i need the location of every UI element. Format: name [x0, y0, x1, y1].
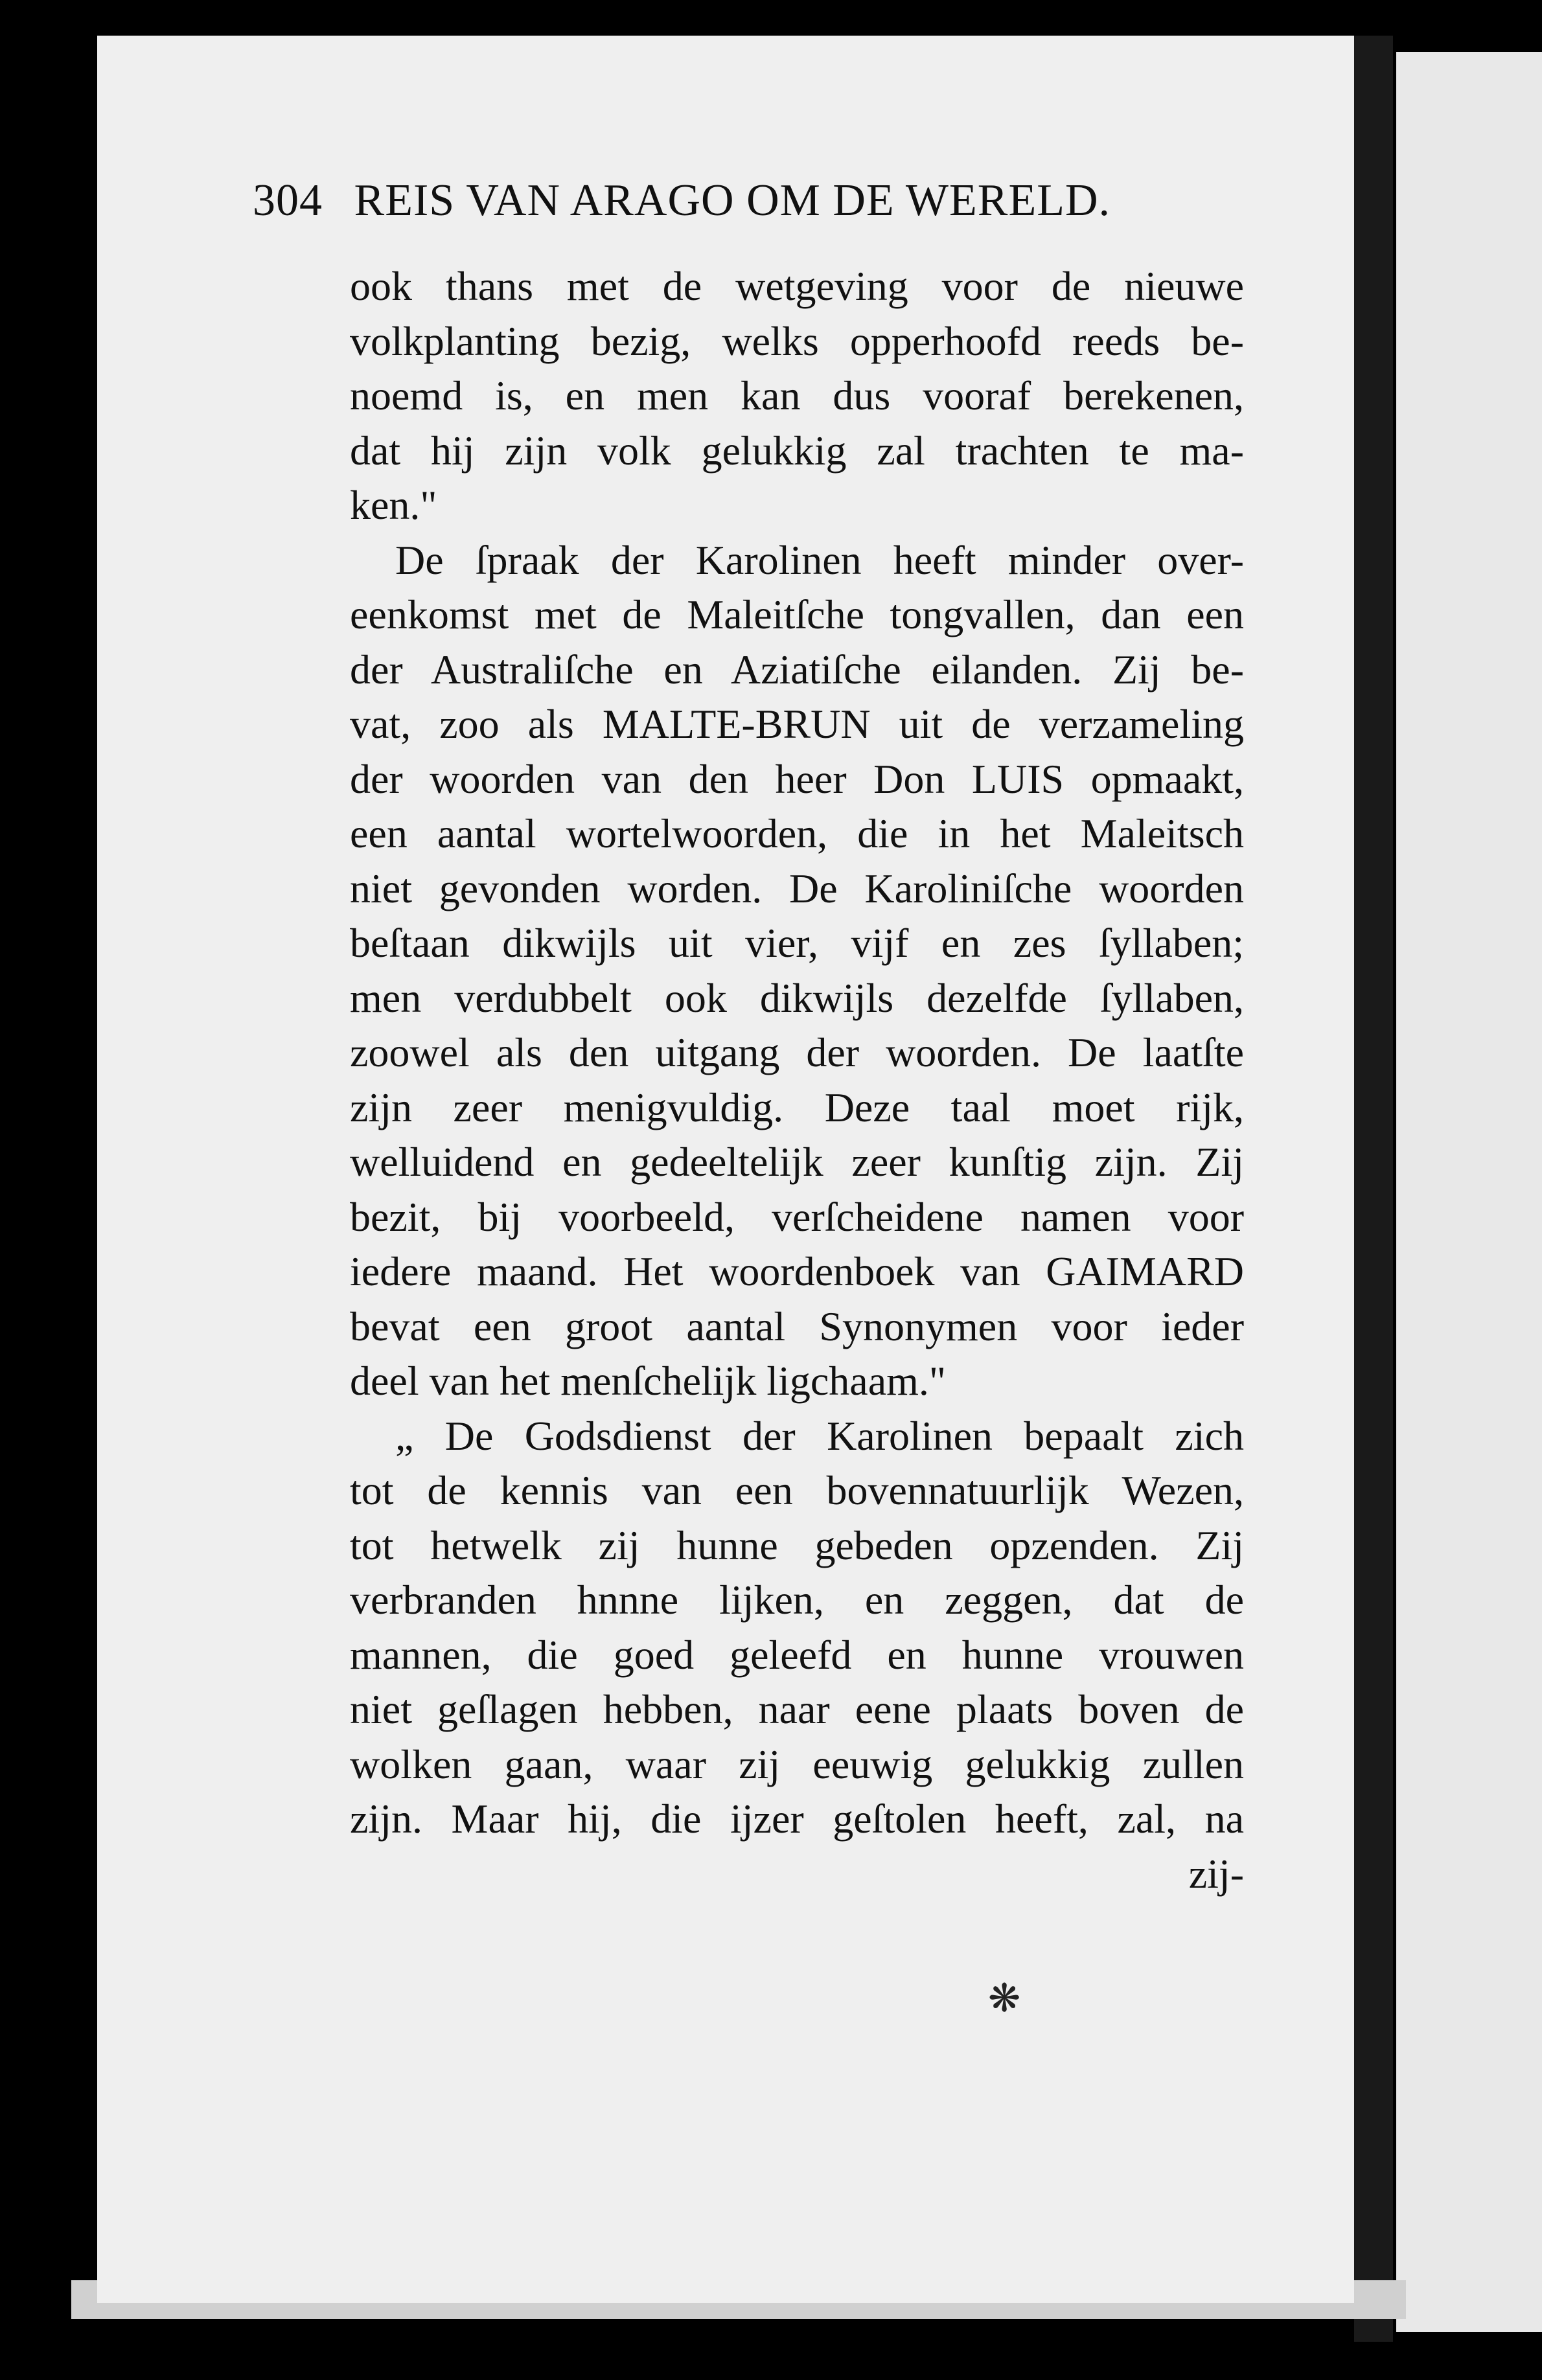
running-header	[253, 175, 1237, 227]
text-line: volkplanting bezig, welks opperhoofd reeds be-	[350, 317, 1244, 364]
page-number: 304	[253, 176, 323, 225]
text-line: „ De Godsdienst der Karolinen bepaalt zich	[395, 1412, 1244, 1459]
text-line: dat hij zijn volk gelukkig zal trachten te ma-	[350, 427, 1244, 474]
text-line: tot de kennis van een bovennatuurlijk Wezen,	[350, 1467, 1244, 1513]
text-line: niet gevonden worden. De Karoliniſche woorden	[350, 865, 1244, 911]
text-line: zijn zeer menigvuldig. Deze taal moet rijk,	[350, 1084, 1244, 1130]
text-line: noemd is, en men kan dus vooraf berekenen,	[350, 372, 1244, 418]
page-body	[350, 259, 1244, 1901]
text-line: zoowel als den uitgang der woorden. De laatſte	[350, 1029, 1244, 1075]
text-line: verbranden hnnne lijken, en zeggen, dat de	[350, 1577, 1244, 1623]
text-line: welluidend en gedeeltelijk zeer kunſtig zijn. Zij	[350, 1139, 1244, 1185]
text-line: tot hetwelk zij hunne gebeden opzenden. Zij	[350, 1522, 1244, 1568]
text-line: mannen, die goed geleefd en hunne vrouwen	[350, 1631, 1244, 1678]
text-line: der woorden van den heer Don LUIS opmaakt,	[350, 755, 1244, 802]
text-line: deel van het menſchelijk ligchaam."	[350, 1358, 946, 1404]
text-line: eenkomst met de Maleitſche tongvallen, dan een	[350, 591, 1244, 637]
facing-page-edge	[1396, 52, 1542, 2332]
text-line: wolken gaan, waar zij eeuwig gelukkig zullen	[350, 1741, 1244, 1787]
text-line: De ſpraak der Karolinen heeft minder over-	[395, 536, 1244, 583]
page-gutter-shadow	[1354, 36, 1393, 2342]
text-line: ken."	[350, 482, 437, 528]
text-line: men verdubbelt ook dikwijls dezelfde ſyllaben,	[350, 974, 1244, 1021]
text-line: beſtaan dikwijls uit vier, vijf en zes ſyllaben;	[350, 920, 1244, 966]
text-line: niet geſlagen hebben, naar eene plaats boven de	[350, 1686, 1244, 1732]
text-line: der Australiſche en Aziatiſche eilanden. Zij be-	[350, 646, 1244, 692]
text-line: bezit, bij voorbeeld, verſcheidene namen voor	[350, 1193, 1244, 1240]
ink-blot-mark: ❋	[988, 1977, 1021, 2020]
text-line: iedere maand. Het woordenboek van GAIMARD	[350, 1248, 1244, 1294]
text-line: vat, zoo als MALTE-BRUN uit de verzameling	[350, 701, 1244, 747]
text-line: ook thans met de wetgeving voor de nieuwe	[350, 263, 1244, 309]
text-line: een aantal wortelwoorden, die in het Maleitsch	[350, 810, 1244, 856]
text-line: zijn. Maar hij, die ijzer geſtolen heeft, zal, na	[350, 1796, 1244, 1842]
text-line: bevat een groot aantal Synonymen voor ieder	[350, 1303, 1244, 1349]
running-title: REIS VAN ARAGO OM DE WERELD.	[354, 176, 1111, 225]
catchword: zij-	[1188, 1850, 1244, 1897]
